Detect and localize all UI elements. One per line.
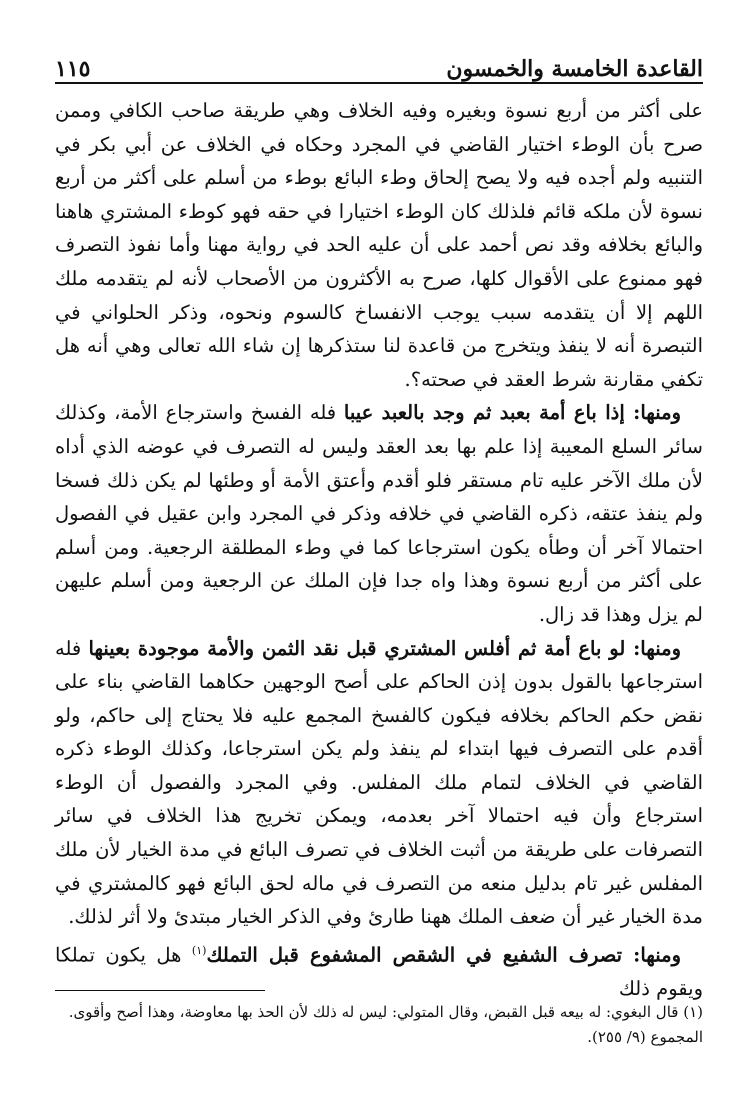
footnotes — [55, 1000, 703, 1050]
running-title: القاعدة الخامسة والخمسون — [446, 56, 703, 82]
page-number: ١١٥ — [55, 56, 91, 82]
paragraph-3 — [55, 632, 703, 934]
paragraph-label: ومنها: إذا باع أمة بعبد ثم وجد بالعبد عيبا — [343, 401, 681, 425]
paragraph-label: ومنها: لو باع أمة ثم أفلس المشتري قبل نقد الثمن والأمة موجودة بعينها — [88, 636, 681, 660]
footnote-1: (١) قال البغوي: له بيعه قبل القبض، وقال المتولي: ليس له ذلك لأن الحذ بها معاوضة، وهذا أصح وأقوى. — [68, 1003, 703, 1021]
footnote-separator — [55, 990, 265, 991]
page-header — [55, 42, 703, 84]
paragraph-text: فله استرجاعها بالقول بدون إذن الحاكم على أصح الوجهين حكاهما القاضي بناء على نقض حكم الحاكم بخلافه فيكون كالفسخ المجمع عليه فلا يحتاج إلى حاكم، ولو أقدم على التصرف فيها ابتداء لم ينفذ ولم يكن استرجاعا، وكذلك الوطء ذكره القاضي في الخلاف لتمام ملك المفلس. وفي المجرد والفصول أن الوطء استرجاع وأن فيه احتمالا آخر بعدمه، ويمكن تخريج هذا الخلاف في سائر التصرفات على طريقة من أثبت الخلاف في تصرف البائع في مدة الخيار لأن ملك المفلس غير تام بدليل منعه من التصرف في ماله لحق البائع فهو كالمشتري في مدة الخيار غير أن ضعف الملك ههنا طارئ وفي الذكر الخيار مبتدئ ولا أثر لذلك. — [55, 636, 703, 929]
paragraph-label: ومنها: تصرف الشفيع في الشقص المشفوع قبل التملك — [206, 943, 681, 967]
paragraph-1 — [55, 94, 703, 396]
footnote-ref[interactable]: (١) — [191, 943, 207, 957]
paragraph-text: فله الفسخ واسترجاع الأمة، وكذلك سائر السلع المعيبة إذا علم بها بعد العقد وليس له التصرف في عوضه الذي أداه لأن ملك الآخر عليه تام مستقر فلو أقدم وأعتق الأمة أو وطئها لم يكن ذلك فسخا ولم ينفذ عتقه، ذكره القاضي في خلافه وذكر في المجرد وابن عقيل في الفصول احتمالا آخر أن وطأه يكون استرجاعا كما في وطء المطلقة الرجعية. ومن أسلم على أكثر من أربع نسوة وهذا واه جدا فإن الملك عن الرجعية ومن أسلم عليهن لم يزل وهذا قد زال. — [55, 401, 703, 626]
book-page — [55, 42, 703, 1046]
paragraph-text: على أكثر من أربع نسوة وبغيره وفيه الخلاف وهي طريقة صاحب الكافي وممن صرح بأن الوطء اختيار القاضي في المجرد وحكاه في الخلاف عن أبي بكر في التنبيه ولم أجده فيه ولا يصح إلحاق وطء البائع بوطء من أسلم على أكثر من أربع نسوة لأن ملكه قائم فلذلك كان الوطء اختيارا في حقه فهو كوطء المشتري هاهنا والبائع بخلافه وقد نص أحمد على أن عليه الحد في رواية مهنا وأما نفوذ التصرف فهو ممنوع على الأقوال كلها، صرح به الأكثرون من الأصحاب لأنه لم يتقدمه ملك اللهم إلا أن يتقدمه سبب يوجب الانفساخ كالسوم ونحوه، وذكر الحلواني في التبصرة أنه لا ينفذ ويتخرج من قاعدة لنا ستذكرها إن شاء الله تعالى وهي أنه هل تكفي مقارنة شرط العقد في صحته؟. — [55, 99, 703, 391]
paragraph-text: هل يكون تملكا ويقوم ذلك — [55, 943, 703, 1000]
footnote-1-source: المجموع (٩/ ٢٥٥). — [587, 1028, 703, 1046]
main-text — [55, 94, 703, 1006]
paragraph-2 — [55, 396, 703, 631]
paragraph-4 — [55, 934, 703, 1006]
